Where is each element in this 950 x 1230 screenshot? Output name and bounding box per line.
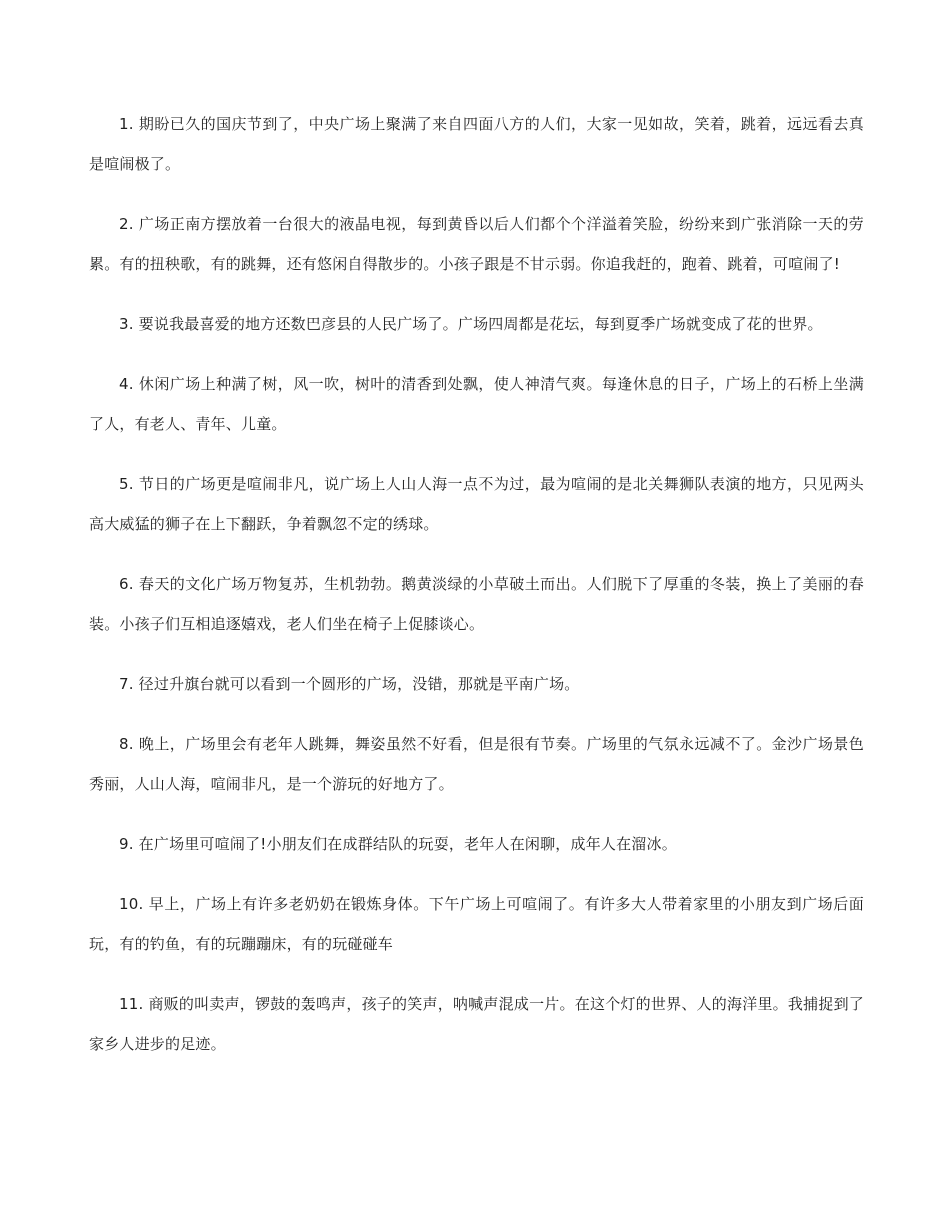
paragraph-11: 11. 商贩的叫卖声，锣鼓的轰鸣声，孩子的笑声，呐喊声混成一片。在这个灯的世界、人的海洋里。我捕捉到了家乡人进步的足迹。 (89, 995, 864, 1053)
paragraph-7: 7. 径过升旗台就可以看到一个圆形的广场，没错，那就是平南广场。 (119, 675, 580, 693)
paragraph-6: 6. 春天的文化广场万物复苏，生机勃勃。鹅黄淡绿的小草破土而出。人们脱下了厚重的冬装，换上了美丽的春装。小孩子们互相追逐嬉戏，老人们坐在椅子上促膝谈心。 (89, 575, 864, 633)
paragraph-2: 2. 广场正南方摆放着一台很大的液晶电视，每到黄昏以后人们都个个洋溢着笑脸，纷纷来到广张消除一天的劳累。有的扭秧歌，有的跳舞，还有悠闲自得散步的。小孩子跟是不甘示弱。你追我赶的，跑着、跳着，可喧闹了! (89, 215, 864, 273)
paragraph-9: 9. 在广场里可喧闹了!小朋友们在成群结队的玩耍，老年人在闲聊，成年人在溜冰。 (119, 835, 677, 853)
paragraph-10: 10. 早上，广场上有许多老奶奶在锻炼身体。下午广场上可喧闹了。有许多大人带着家里的小朋友到广场后面玩，有的钓鱼，有的玩蹦蹦床，有的玩碰碰车 (89, 895, 864, 953)
document-body (89, 104, 864, 1084)
paragraph-4: 4. 休闲广场上种满了树，风一吹，树叶的清香到处飘，使人神清气爽。每逢休息的日子，广场上的石桥上坐满了人，有老人、青年、儿童。 (89, 375, 864, 433)
paragraph-1: 1. 期盼已久的国庆节到了，中央广场上聚满了来自四面八方的人们，大家一见如故，笑着，跳着，远远看去真是喧闹极了。 (89, 115, 864, 173)
paragraph-3: 3. 要说我最喜爱的地方还数巴彦县的人民广场了。广场四周都是花坛，每到夏季广场就变成了花的世界。 (119, 315, 823, 333)
paragraph-8: 8. 晚上，广场里会有老年人跳舞，舞姿虽然不好看，但是很有节奏。广场里的气氛永远减不了。金沙广场景色秀丽，人山人海，喧闹非凡，是一个游玩的好地方了。 (89, 735, 864, 793)
paragraph-5: 5. 节日的广场更是喧闹非凡，说广场上人山人海一点不为过，最为喧闹的是北关舞狮队表演的地方，只见两头高大威猛的狮子在上下翻跃，争着飘忽不定的绣球。 (89, 475, 864, 533)
